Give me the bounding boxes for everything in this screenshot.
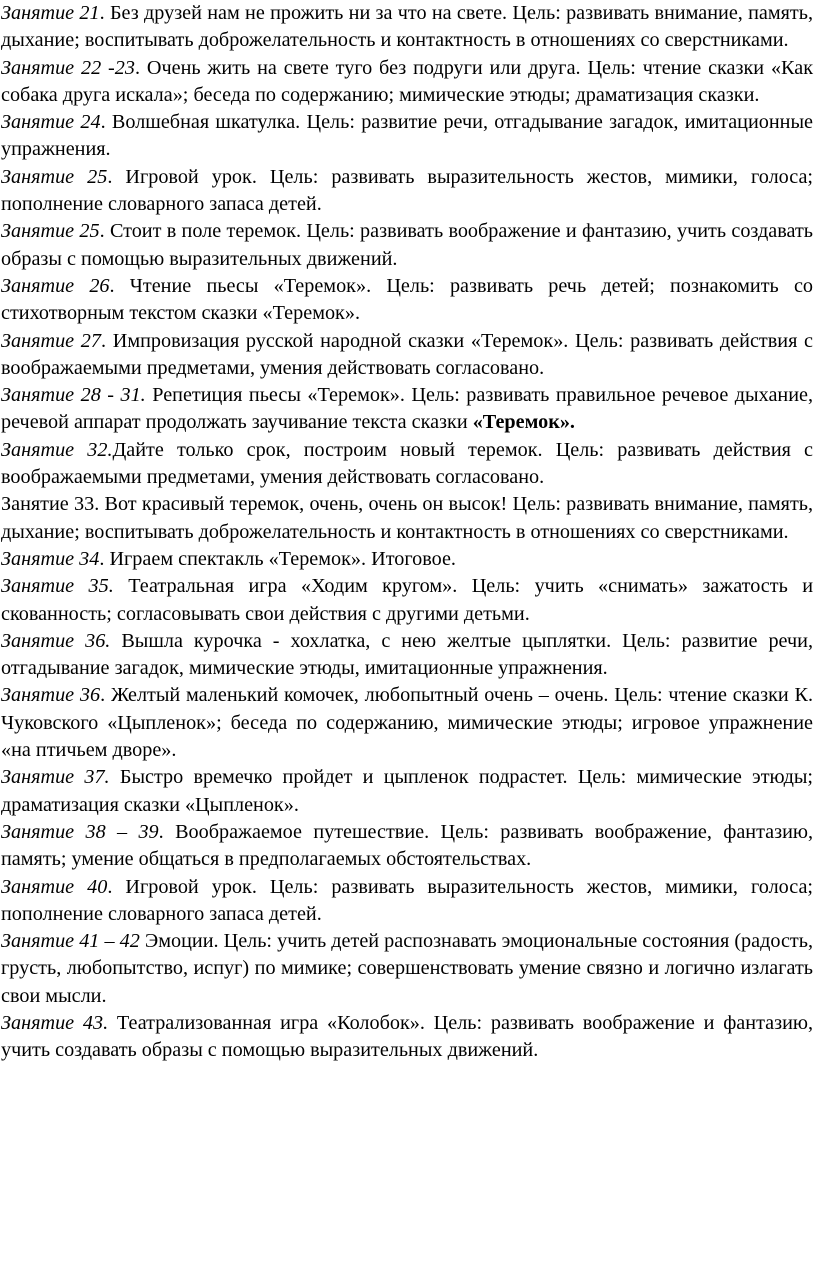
lesson-entry [1, 819, 813, 874]
lesson-text: Желтый маленький комочек, любопытный очень – очень. Цель: чтение сказки К. Чуковского «Цыпленок»; беседа по содержанию, мимические этюды; игровое упражнение «на птичьем дворе». [1, 684, 814, 762]
lesson-entry [1, 573, 813, 628]
lesson-separator [110, 630, 121, 652]
lesson-separator: . [99, 547, 110, 570]
lesson-text: Репетиция пьесы «Теремок». Цель: развивать правильное речевое дыхание, речевой аппарат продолжать заучивание текста сказки [1, 384, 814, 434]
lesson-separator: . [107, 165, 126, 188]
lesson-label: Занятие 36. [1, 629, 111, 652]
lesson-label: Занятие 33. [1, 493, 100, 516]
lesson-separator: . [99, 2, 110, 24]
lesson-entry [1, 874, 813, 929]
lesson-label: Занятие 21 [1, 2, 100, 24]
lesson-separator: . [101, 329, 113, 352]
lesson-text: Театрализованная игра «Колобок». Цель: развивать воображение и фантазию, учить создавать образы с помощью выразительных движений. [1, 1011, 813, 1062]
lesson-entry [1, 1010, 813, 1065]
lesson-text: Театральная игра «Ходим кругом». Цель: учить «снимать» зажатость и скованность; согласовывать свои действия с другими детьми. [1, 575, 814, 625]
lesson-label: Занятие 22 -23 [1, 56, 135, 79]
lesson-separator [110, 766, 120, 788]
lesson-label: Занятие 32. [1, 438, 113, 461]
lesson-entry [1, 55, 813, 110]
lesson-label: Занятие 43. [1, 1011, 109, 1034]
lesson-entry [1, 764, 813, 819]
lesson-label: Занятие 40 [1, 875, 108, 898]
lesson-entry [1, 273, 813, 328]
lesson-label: Занятие 34 [1, 547, 100, 570]
lesson-entry [1, 218, 813, 273]
lesson-entry [1, 164, 813, 219]
lesson-entry [1, 0, 813, 55]
lesson-text: Волшебная шкатулка. Цель: развитие речи, отгадывание загадок, имитационные упражнения. [1, 111, 813, 161]
lesson-label: Занятие 25 [1, 165, 108, 188]
lesson-label: Занятие 28 - 31. [1, 384, 146, 407]
lesson-separator [108, 1012, 117, 1034]
lesson-separator [114, 575, 128, 597]
lesson-entry [1, 109, 813, 164]
lesson-label: Занятие 24 [1, 111, 101, 134]
lesson-entry [1, 628, 813, 683]
lesson-text: Играем спектакль «Теремок». Итоговое. [109, 547, 456, 570]
lesson-entry [1, 682, 813, 764]
lesson-text: Без друзей нам не прожить ни за что на свете. Цель: развивать внимание, память, дыхание; воспитывать доброжелательность и контактность в отношениях со сверстниками. [1, 2, 814, 52]
lesson-separator: . [158, 820, 176, 843]
lesson-separator: . [100, 111, 112, 134]
lesson-separator: . [107, 875, 126, 898]
lesson-text: Быстро времечко пройдет и цыпленок подрастет. Цель: мимические этюды; драматизация сказки «Цыпленок». [1, 766, 814, 816]
lesson-text: Чтение пьесы «Теремок». Цель: развивать речь детей; познакомить со стихотворным текстом сказки «Теремок». [1, 274, 813, 325]
lesson-separator: . [100, 684, 111, 707]
lesson-separator: . [134, 56, 147, 79]
lesson-text: Вот красивый теремок, очень, очень он высок! Цель: развивать внимание, память, дыхание; воспитывать доброжелательность и контактность в отношениях со сверстниками. [1, 493, 814, 543]
lesson-label: Занятие 37. [1, 766, 110, 789]
lesson-label: Занятие 27 [1, 329, 101, 352]
lesson-label: Занятие 26 [1, 274, 110, 297]
lesson-text: Очень жить на свете туго без подруги или друга. Цель: чтение сказки «Как собака друга искала»; беседа по содержанию; мимические этюды; драматизация сказки. [1, 56, 814, 106]
lesson-text: Воображаемое путешествие. Цель: развивать воображение, фантазию, память; умение общаться в предполагаемых обстоятельствах. [1, 820, 814, 871]
lesson-entry [1, 328, 813, 383]
lesson-label: Занятие 25 [1, 220, 100, 243]
lesson-label: Занятие 35. [1, 575, 114, 598]
lesson-text: Дайте только срок, построим новый теремок. Цель: развивать действия с воображаемыми предметами, умения действовать согласовано. [1, 438, 813, 489]
lesson-entry [1, 928, 813, 1010]
lesson-text: Игровой урок. Цель: развивать выразительность жестов, мимики, голоса; пополнение словарного запаса детей. [1, 875, 814, 925]
lesson-entry [1, 437, 813, 492]
lesson-separator: . [99, 220, 110, 243]
lesson-entry [1, 546, 813, 573]
lesson-label: Занятие 41 – 42 [1, 930, 140, 953]
lesson-entry [1, 491, 813, 546]
lesson-label: Занятие 36 [1, 684, 101, 707]
lesson-text: Вышла курочка - хохлатка, с нею желтые цыплятки. Цель: развитие речи, отгадывание загадок, мимические этюды, имитационные упражнения. [1, 629, 814, 680]
lesson-bold-title: «Теремок». [472, 411, 575, 434]
lesson-entry [1, 382, 813, 437]
lesson-text: Эмоции. Цель: учить детей распознавать эмоциональные состояния (радость, грусть, любопытство, испуг) по мимике; совершенствовать умение связно и логично излагать свои мысли. [1, 930, 814, 1007]
lesson-label: Занятие 38 – 39 [1, 820, 159, 843]
lesson-text: Стоит в поле теремок. Цель: развивать воображение и фантазию, учить создавать образы с помощью выразительных движений. [1, 220, 814, 270]
lesson-separator: . [109, 274, 130, 297]
lesson-text: Игровой урок. Цель: развивать выразительность жестов, мимики, голоса; пополнение словарного запаса детей. [1, 165, 814, 216]
lesson-text: Импровизация русской народной сказки «Теремок». Цель: развивать действия с воображаемыми предметами, умения действовать согласовано. [1, 329, 813, 379]
